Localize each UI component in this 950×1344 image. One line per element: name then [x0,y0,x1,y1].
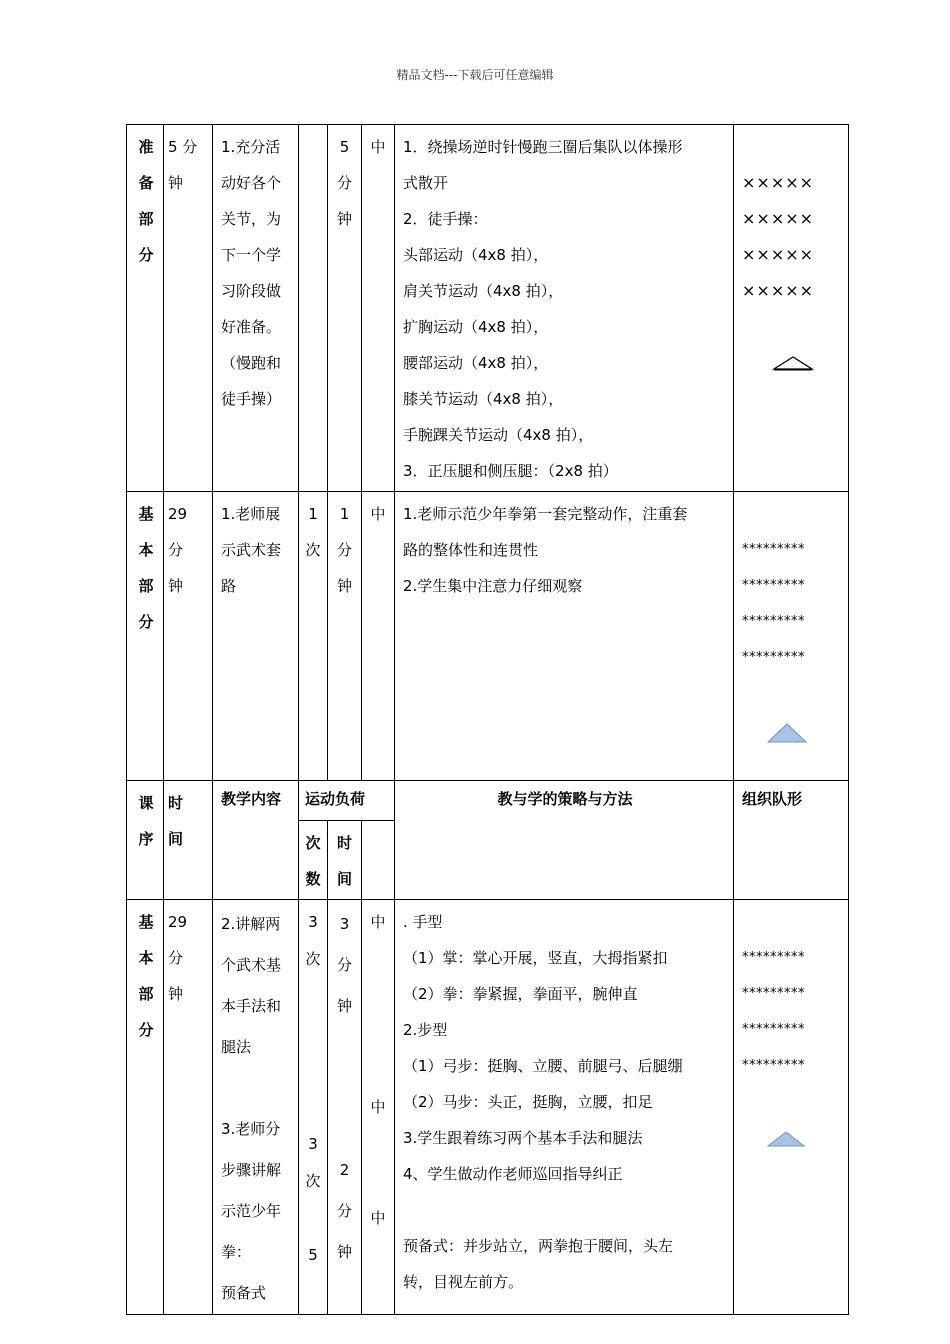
count-cell: 1 次 [299,492,328,781]
formation-grid: ********* ********* ********* ********* [742,542,805,665]
time-cell: 5 分 钟 [164,125,213,492]
lesson-plan-table [126,124,849,1315]
content-cell: 1.老师展 示武术套 路 [213,492,299,781]
section-cell: 基 本 部 分 [127,492,164,781]
header-method: 教与学的策略与方法 [395,781,734,900]
header-intensity-blank [362,821,395,900]
duration-cell: 1 分 钟 [328,492,362,781]
method-cell: . 手型 （1）掌：掌心开展，竖直，大拇指紧扣 （2）拳：拳紧握，拳面平，腕伸直 2.步型 （1）弓步：挺胸、立腰、前腿弓、后腿绷 （2）马步：头正，挺胸，立腰，扣足 3.学生跟着练习两个基本手法和腿法 4、学生做动作老师巡回指导纠正 预备式：并步站立，两拳抱于腰间，头左 转，目视左前方。 [395,900,734,1315]
table-row-preparation [127,125,849,492]
intensity-cell: 中 中 中 [362,900,395,1315]
teacher-triangle-outline-icon [772,355,814,371]
page-header: 精品文档---下载后可任意编辑 [396,68,554,82]
section-cell: 准 备 部 分 [127,125,164,492]
intensity-cell: 中 [362,492,395,781]
teacher-triangle-filled-icon [766,1130,806,1148]
table-row-basic-2 [127,900,849,1315]
duration-cell: 5 分 钟 [328,125,362,492]
time-cell: 29 分 钟 [164,900,213,1315]
intensity-cell: 中 [362,125,395,492]
content-cell: 1.充分活 动好各个 关节，为 下一个学 习阶段做 好准备。 （慢跑和 徒手操） [213,125,299,492]
table-header-row [127,781,849,821]
method-cell: 1．绕操场逆时针慢跑三圈后集队以体操形 式散开 2．徒手操： 头部运动（4x8 拍）， 肩关节运动（4x8 拍）， 扩胸运动（4x8 拍）， 腰部运动（4x8 拍）， 膝关节运动（4x8 拍）， 手腕踝关节运动（4x8 拍）， 3．正压腿和侧压腿：（2x8 拍） [395,125,734,492]
method-cell: 1.老师示范少年拳第一套完整动作，注重套 路的整体性和连贯性 2.学生集中注意力仔细观察 [395,492,734,781]
formation-grid: ********* ********* ********* ********* [742,950,805,1073]
formation-cell [734,125,849,492]
time-cell: 29 分 钟 [164,492,213,781]
duration-cell: 3 分 钟 2 分 钟 [328,900,362,1315]
header-section: 课 序 [127,781,164,900]
header-load: 运动负荷 [299,781,395,821]
header-time: 时 间 [164,781,213,900]
content-cell: 2.讲解两 个武术基 本手法和 腿法 3.老师分 步骤讲解 示范少年 拳： 预备式 [213,900,299,1315]
header-content: 教学内容 [213,781,299,900]
header-duration: 时 间 [328,821,362,900]
section-cell: 基 本 部 分 [127,900,164,1315]
header-formation: 组织队形 [734,781,849,900]
table-row-basic-1 [127,492,849,781]
count-cell [299,125,328,492]
teacher-triangle-filled-icon [766,722,808,744]
count-cell: 3 次 3 次 5 [299,900,328,1315]
header-count: 次 数 [299,821,328,900]
formation-cell [734,492,849,781]
formation-cell [734,900,849,1315]
formation-grid: ××××× ××××× ××××× ××××× [742,173,815,300]
